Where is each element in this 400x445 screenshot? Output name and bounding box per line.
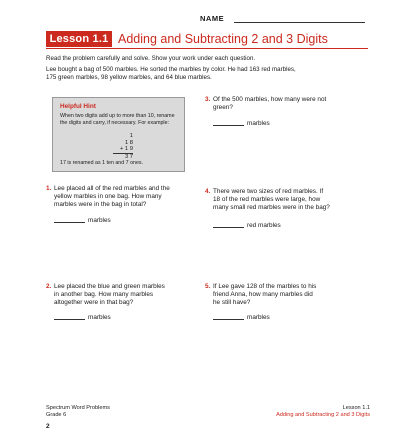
answer-blank[interactable] bbox=[213, 319, 244, 320]
hint-sum: 3 7 bbox=[113, 153, 133, 161]
context-line: 175 green marbles, 98 yellow marbles, and 64 blue marbles. bbox=[46, 74, 212, 82]
answer-3 bbox=[213, 120, 270, 127]
answer-unit: marbles bbox=[88, 217, 111, 224]
lesson-header bbox=[46, 31, 368, 48]
answer-1 bbox=[54, 217, 111, 224]
answer-unit: marbles bbox=[88, 314, 111, 321]
footer-left bbox=[46, 405, 110, 419]
question-number: 5. bbox=[205, 283, 211, 290]
footer-grade: Grade 6 bbox=[46, 412, 67, 418]
answer-5 bbox=[213, 314, 270, 321]
question-line: There were two sizes of red marbles. If bbox=[213, 188, 324, 195]
helpful-hint-box bbox=[52, 97, 185, 172]
question-number: 2. bbox=[46, 283, 52, 290]
question-line: green? bbox=[213, 104, 233, 112]
question-line: friend Anna, how many marbles did bbox=[213, 291, 313, 299]
question-line: 18 of the red marbles were large, how bbox=[213, 196, 321, 204]
question-number: 3. bbox=[205, 96, 211, 103]
name-line[interactable] bbox=[234, 22, 365, 23]
hint-text: When two digits add up to more than 10, rename the digits and carry, if necessary. For example: bbox=[60, 113, 175, 126]
footer-right bbox=[276, 405, 370, 419]
answer-blank[interactable] bbox=[54, 319, 85, 320]
question-4 bbox=[205, 188, 375, 214]
question-line: he still have? bbox=[213, 299, 251, 307]
name-label: NAME bbox=[200, 14, 225, 23]
question-line: Lee placed all of the red marbles and the bbox=[54, 185, 170, 192]
question-number: 4. bbox=[205, 188, 211, 195]
answer-blank[interactable] bbox=[213, 125, 244, 126]
question-line: marbles were in the bag in total? bbox=[54, 201, 147, 209]
answer-blank[interactable] bbox=[213, 227, 244, 228]
lesson-badge: Lesson 1.1 bbox=[46, 31, 112, 47]
question-2 bbox=[46, 283, 206, 309]
question-text bbox=[213, 283, 316, 308]
hint-top: 1 8 bbox=[124, 139, 133, 146]
page-number: 2 bbox=[46, 423, 50, 430]
hint-carry: 1 bbox=[129, 133, 133, 139]
problem-context bbox=[46, 66, 371, 83]
footer-book: Spectrum Word Problems bbox=[46, 405, 110, 411]
hint-foot: 17 is renamed as 1 ten and 7 ones. bbox=[60, 160, 144, 166]
name-field bbox=[200, 14, 370, 23]
hint-example bbox=[113, 133, 133, 161]
question-5 bbox=[205, 283, 375, 309]
lesson-title: Adding and Subtracting 2 and 3 Digits bbox=[118, 32, 328, 46]
footer-lesson: Lesson 1.1 bbox=[342, 405, 370, 411]
context-line: Lee bought a bag of 500 marbles. He sorted the marbles by color. He had 163 red marbles, bbox=[46, 66, 296, 73]
hint-title: Helpful Hint bbox=[60, 103, 96, 110]
directions: Read the problem carefully and solve. Show your work under each question. bbox=[46, 55, 256, 62]
footer-lesson-title: Adding and Subtracting 2 and 3 Digits bbox=[276, 412, 370, 418]
question-1 bbox=[46, 185, 206, 211]
answer-unit: marbles bbox=[247, 314, 270, 321]
answer-4 bbox=[213, 222, 281, 229]
question-line: Of the 500 marbles, how many were not bbox=[213, 96, 327, 103]
question-3 bbox=[205, 96, 375, 114]
question-line: yellow marbles in one bag. How many bbox=[54, 193, 162, 201]
question-text bbox=[54, 283, 165, 308]
question-line: altogether were in that bag? bbox=[54, 299, 134, 307]
question-text bbox=[54, 185, 170, 210]
question-text bbox=[213, 96, 326, 112]
answer-2 bbox=[54, 314, 111, 321]
question-number: 1. bbox=[46, 185, 52, 192]
title-rule bbox=[46, 48, 368, 49]
question-text bbox=[213, 188, 330, 213]
question-line: many small red marbles were in the bag? bbox=[213, 204, 330, 212]
question-line: Lee placed the blue and green marbles bbox=[54, 283, 165, 290]
answer-unit: marbles bbox=[247, 120, 270, 127]
question-line: in another bag. How many marbles bbox=[54, 291, 154, 299]
answer-blank[interactable] bbox=[54, 222, 85, 223]
question-line: If Lee gave 128 of the marbles to his bbox=[213, 283, 317, 290]
answer-unit: red marbles bbox=[247, 222, 281, 229]
hint-bottom: + 1 9 bbox=[119, 146, 133, 153]
